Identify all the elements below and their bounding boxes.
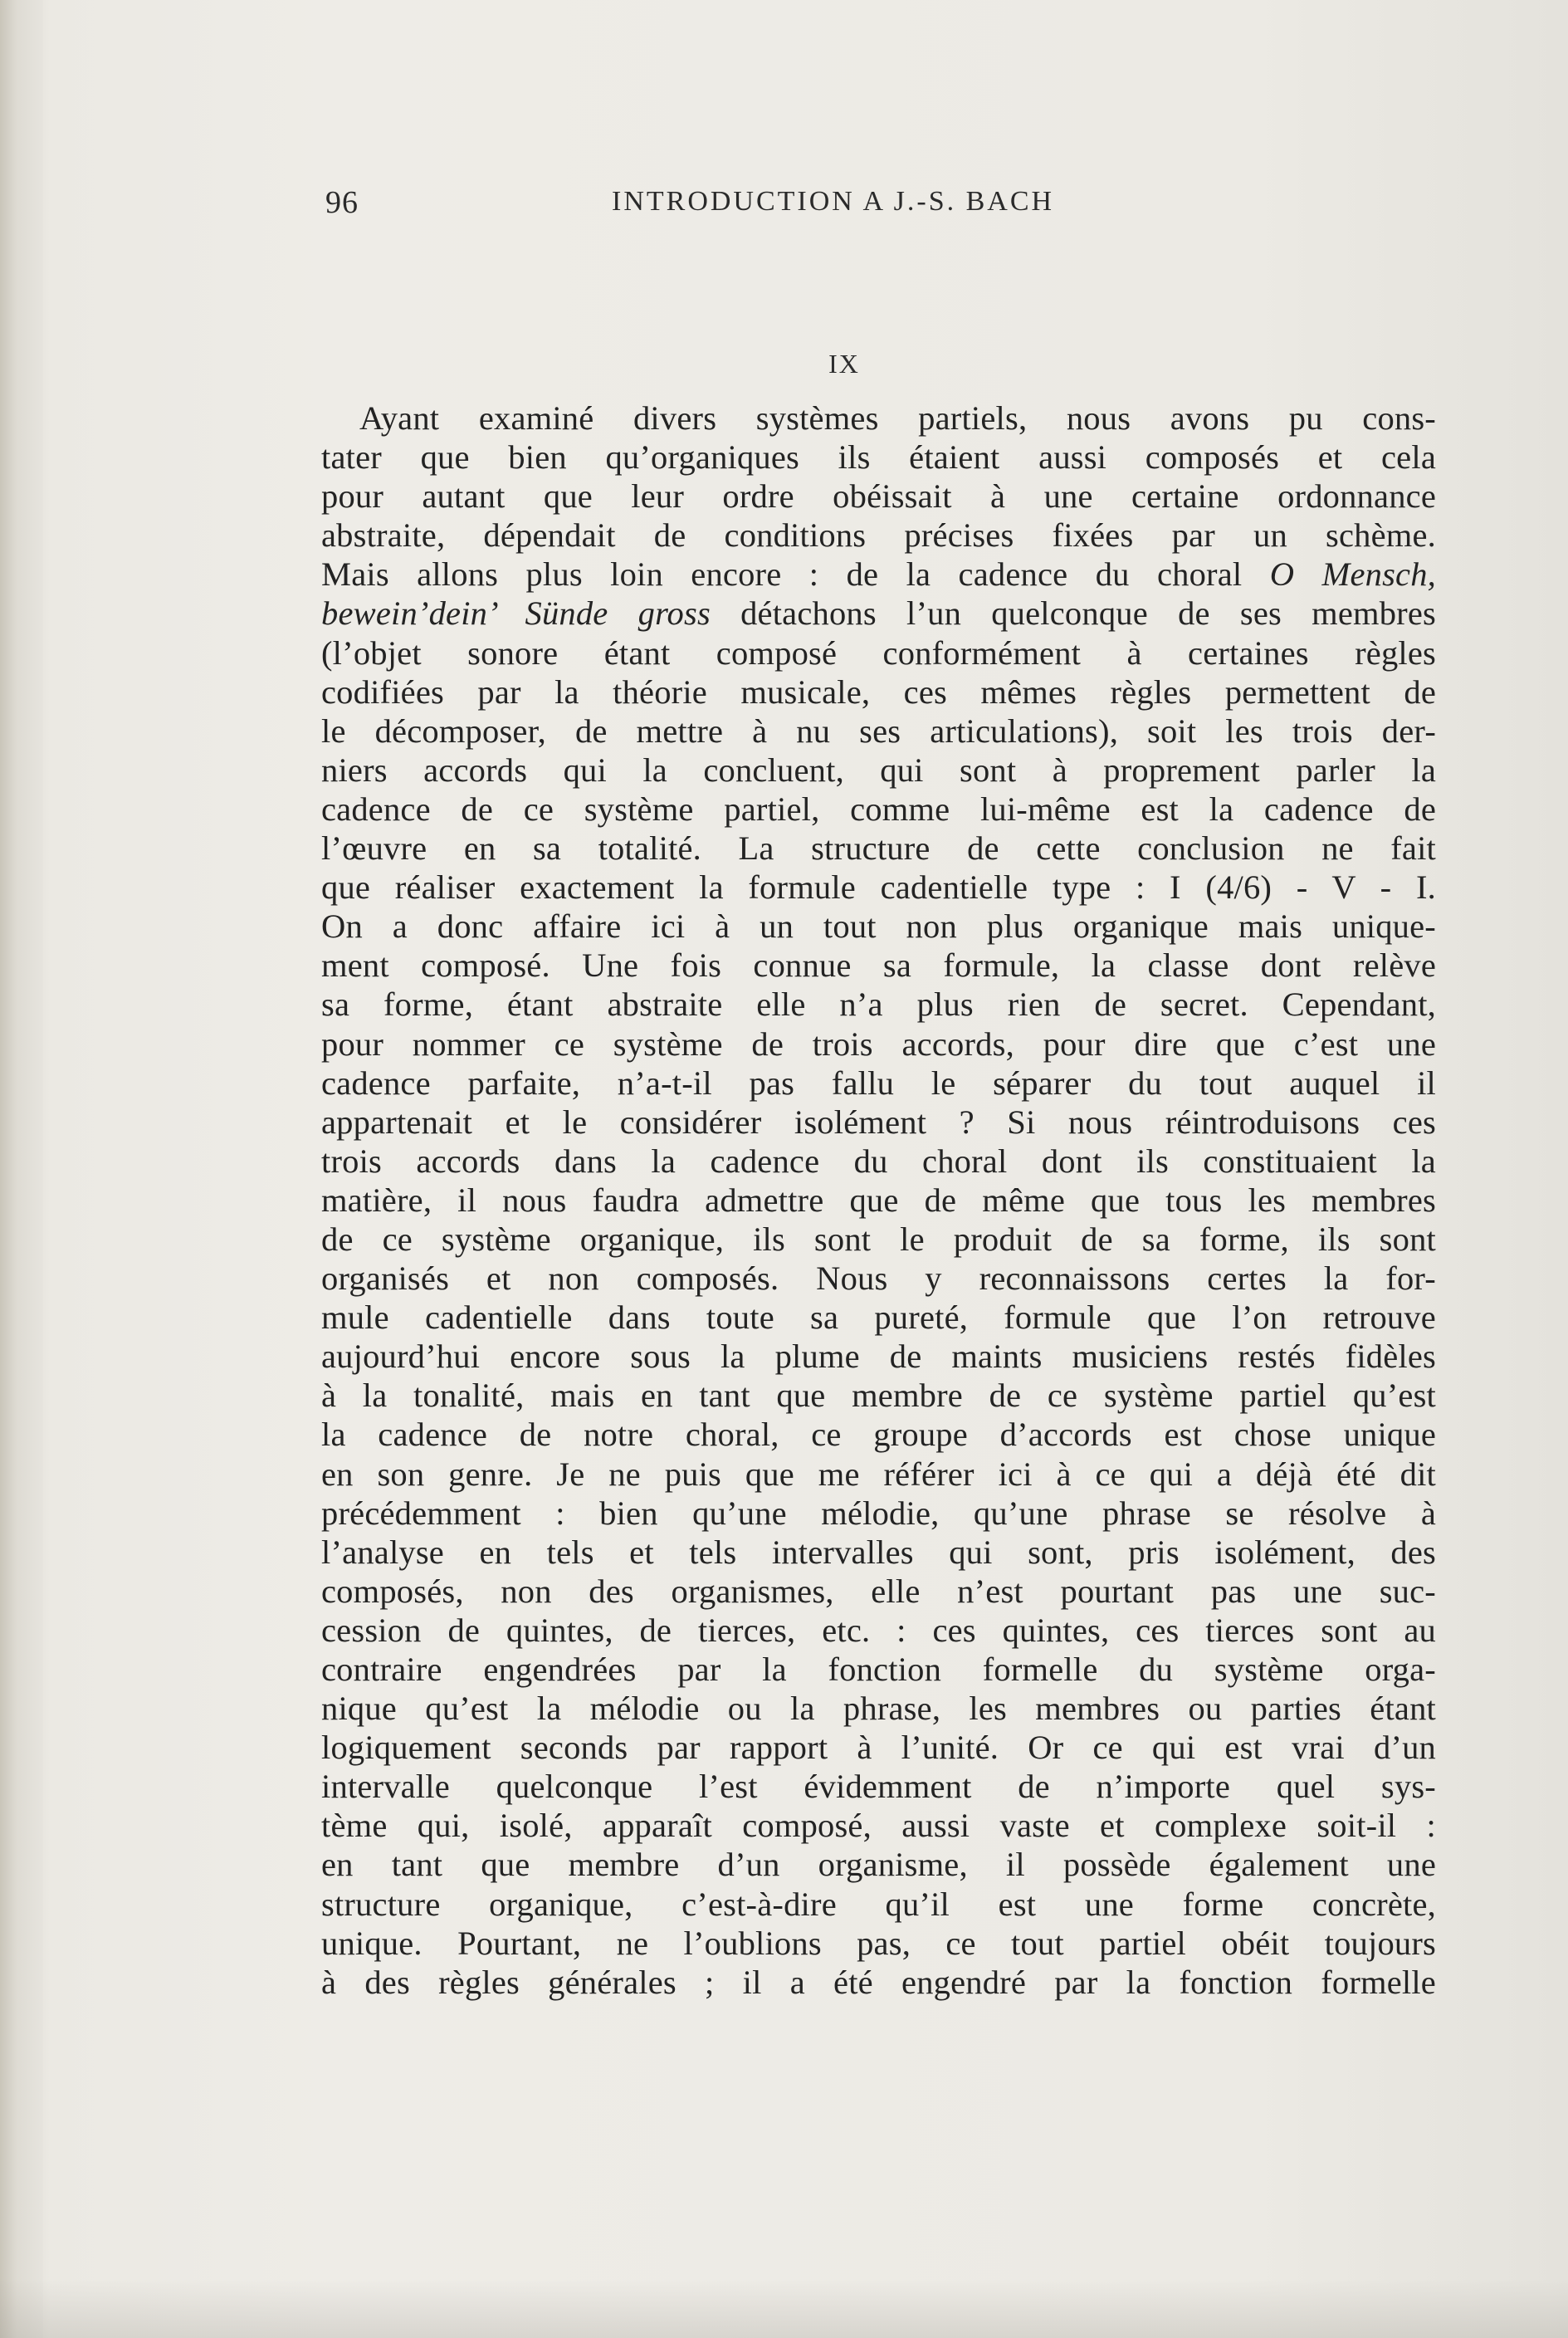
running-head [325, 184, 1431, 227]
text-line: cadence de ce système partiel, comme lui-même est la cadence de [321, 790, 1436, 828]
text-line: trois accords dans la cadence du choral dont ils constituaient la [321, 1142, 1436, 1180]
text-line: cession de quintes, de tierces, etc. : ces quintes, ces tierces sont au [321, 1611, 1436, 1649]
text-line: aujourd’hui encore sous la plume de maints musiciens restés fidèles [321, 1338, 1436, 1376]
text-line: matière, il nous faudra admettre que de même que tous les membres [321, 1181, 1436, 1219]
italic-title: O Mensch, [1269, 555, 1437, 594]
page-bottom-shadow [0, 2280, 1568, 2338]
text-line: bewein’dein’ Sünde gross détachons l’un quelconque de ses membres [321, 594, 1436, 633]
text-line: pour nommer ce système de trois accords, pour dire que c’est une [321, 1025, 1436, 1063]
text-line: structure organique, c’est-à-dire qu’il est une forme concrète, [321, 1885, 1436, 1923]
text-line: l’œuvre en sa totalité. La structure de cette conclusion ne fait [321, 829, 1436, 868]
page-number: 96 [325, 185, 359, 220]
text-line: ment composé. Une fois connue sa formule, la classe dont relève [321, 946, 1436, 985]
running-title: INTRODUCTION A J.-S. BACH [612, 186, 1055, 217]
text-line: contraire engendrées par la fonction formelle du système orga- [321, 1651, 1436, 1688]
text-line: tater que bien qu’organiques ils étaient aussi composés et cela [321, 438, 1436, 477]
text-line: à des règles générales ; il a été engendré par la fonction formelle [321, 1963, 1436, 2001]
text-line: unique. Pourtant, ne l’oublions pas, ce tout partiel obéit toujours [321, 1924, 1436, 1962]
text-line: cadence parfaite, n’a-t-il pas fallu le séparer du tout auquel il [321, 1064, 1436, 1102]
text-line: composés, non des organismes, elle n’est pourtant pas une suc- [321, 1572, 1436, 1610]
text-line: codifiées par la théorie musicale, ces mêmes règles permettent de [321, 673, 1436, 711]
text-line: mule cadentielle dans toute sa pureté, formule que l’on retrouve [321, 1299, 1436, 1337]
section-number: IX [828, 349, 860, 379]
text-line: logiquement seconds par rapport à l’unité. Or ce qui est vrai d’un [321, 1729, 1436, 1767]
text-line: l’analyse en tels et tels intervalles qui sont, pris isolément, des [321, 1533, 1436, 1571]
text-line: tème qui, isolé, apparaît composé, aussi vaste et complexe soit-il : [321, 1807, 1436, 1845]
text-line: appartenait et le considérer isolément ? Si nous réintroduisons ces [321, 1103, 1436, 1141]
text-line: à la tonalité, mais en tant que membre de ce système partiel qu’est [321, 1377, 1436, 1415]
text-line: On a donc affaire ici à un tout non plus organique mais unique- [321, 907, 1436, 946]
text-line: en tant que membre d’un organisme, il possède également une [321, 1846, 1436, 1884]
text-line: organisés et non composés. Nous y reconnaissons certes la for- [321, 1259, 1436, 1298]
text-line: nique qu’est la mélodie ou la phrase, les membres ou parties étant [321, 1690, 1436, 1728]
text-line: niers accords qui la concluent, qui sont à proprement parler la [321, 751, 1436, 789]
text-line: que réaliser exactement la formule cadentielle type : I (4/6) - V - I. [321, 868, 1436, 907]
text-line: de ce système organique, ils sont le produit de sa forme, ils sont [321, 1220, 1436, 1258]
text-line: Ayant examiné divers systèmes partiels, nous avons pu cons- [359, 399, 1436, 437]
text-line: abstraite, dépendait de conditions précises fixées par un schème. [321, 516, 1436, 555]
text-line: le décomposer, de mettre à nu ses articulations), soit les trois der- [321, 712, 1436, 750]
italic-title: bewein’dein’ Sünde gross [321, 594, 711, 633]
text-line: précédemment : bien qu’une mélodie, qu’une phrase se résolve à [321, 1494, 1436, 1532]
text-line: la cadence de notre choral, ce groupe d’accords est chose unique [321, 1416, 1436, 1454]
text-line: intervalle quelconque l’est évidemment de n’importe quel sys- [321, 1768, 1436, 1806]
text-line: pour autant que leur ordre obéissait à une certaine ordonnance [321, 477, 1436, 516]
text-line: (l’objet sonore étant composé conformément à certaines règles [321, 633, 1436, 672]
text-line: en son genre. Je ne puis que me référer ici à ce qui a déjà été dit [321, 1455, 1436, 1493]
body-text [321, 399, 1436, 2002]
text-line: Mais allons plus loin encore : de la cadence du choral O Mensch, [321, 555, 1437, 594]
text-line: sa forme, étant abstraite elle n’a plus rien de secret. Cependant, [321, 986, 1436, 1024]
